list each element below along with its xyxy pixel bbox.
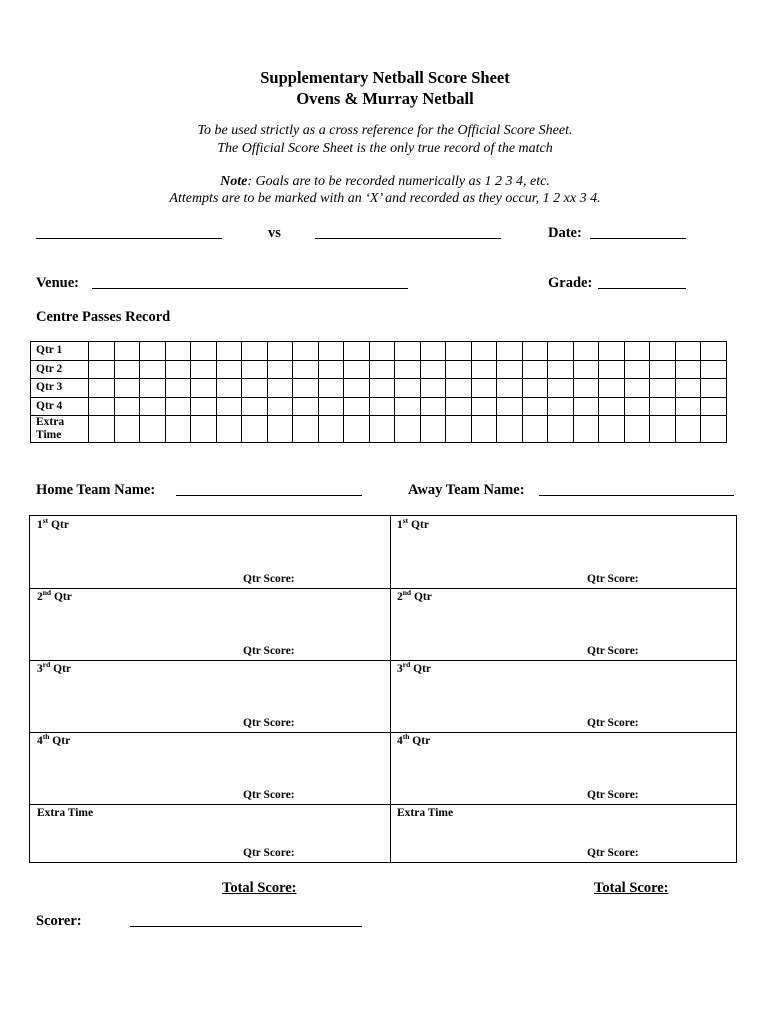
centre-pass-cell[interactable] xyxy=(701,416,727,443)
centre-pass-cell[interactable] xyxy=(548,397,574,416)
quarter-score-grid xyxy=(29,515,737,863)
quarter-word: Qtr xyxy=(48,519,69,531)
quarter-number: 4 xyxy=(37,735,43,747)
centre-pass-cell[interactable] xyxy=(242,360,268,379)
centre-pass-cell[interactable] xyxy=(624,342,650,361)
quarter-label xyxy=(397,516,429,531)
qtr-score-label: Qtr Score: xyxy=(587,645,639,657)
centre-pass-cell[interactable] xyxy=(446,397,472,416)
centre-pass-cell[interactable] xyxy=(140,397,166,416)
centre-passes-grid xyxy=(30,341,727,443)
centre-pass-cell[interactable] xyxy=(140,416,166,443)
centre-pass-cell[interactable] xyxy=(267,342,293,361)
centre-pass-cell[interactable] xyxy=(140,342,166,361)
centre-pass-cell[interactable] xyxy=(573,416,599,443)
centre-pass-cell[interactable] xyxy=(114,379,140,398)
centre-pass-cell[interactable] xyxy=(140,360,166,379)
centre-pass-cell[interactable] xyxy=(701,397,727,416)
centre-pass-cell[interactable] xyxy=(89,397,115,416)
centre-pass-cell[interactable] xyxy=(675,416,701,443)
centre-pass-cell[interactable] xyxy=(599,342,625,361)
centre-pass-row xyxy=(31,342,727,361)
centre-pass-row-label: Qtr 1 xyxy=(31,342,89,361)
centre-pass-cell[interactable] xyxy=(650,342,676,361)
centre-pass-cell[interactable] xyxy=(267,397,293,416)
quarter-word: Qtr xyxy=(410,663,432,675)
quarter-label xyxy=(397,588,432,603)
grade-label: Grade: xyxy=(548,275,593,291)
qtr-score-label: Qtr Score: xyxy=(587,789,639,801)
centre-pass-cell[interactable] xyxy=(89,360,115,379)
centre-pass-cell[interactable] xyxy=(344,360,370,379)
centre-pass-cell[interactable] xyxy=(497,397,523,416)
quarter-label xyxy=(37,588,72,603)
qtr-score-label: Qtr Score: xyxy=(587,717,639,729)
quarter-label: Extra Time xyxy=(37,807,94,819)
centre-pass-cell[interactable] xyxy=(420,342,446,361)
home-quarter-box[interactable] xyxy=(30,804,390,862)
centre-pass-cell[interactable] xyxy=(701,360,727,379)
centre-pass-cell[interactable] xyxy=(446,416,472,443)
scorer-field[interactable] xyxy=(130,926,362,927)
centre-pass-cell[interactable] xyxy=(318,379,344,398)
centre-pass-cell[interactable] xyxy=(114,360,140,379)
away-quarter-box[interactable] xyxy=(390,588,736,660)
quarter-label xyxy=(37,732,71,747)
quarter-number: 3 xyxy=(397,663,403,675)
centre-pass-cell[interactable] xyxy=(114,416,140,443)
centre-pass-cell[interactable] xyxy=(522,379,548,398)
centre-pass-cell[interactable] xyxy=(191,416,217,443)
centre-pass-cell[interactable] xyxy=(522,360,548,379)
home-quarter-box[interactable] xyxy=(30,516,390,588)
qtr-score-label: Qtr Score: xyxy=(243,645,295,657)
centre-pass-cell[interactable] xyxy=(216,379,242,398)
note-line-1 xyxy=(0,174,770,190)
centre-pass-cell[interactable] xyxy=(650,416,676,443)
team-a-field[interactable] xyxy=(36,238,222,239)
centre-pass-cell[interactable] xyxy=(471,342,497,361)
quarter-number: 1 xyxy=(37,519,43,531)
centre-pass-cell[interactable] xyxy=(191,360,217,379)
centre-pass-cell[interactable] xyxy=(471,379,497,398)
qtr-score-label: Qtr Score: xyxy=(587,847,639,859)
centre-pass-cell[interactable] xyxy=(344,342,370,361)
away-quarter-box[interactable] xyxy=(390,516,736,588)
quarter-word: Qtr xyxy=(409,735,431,747)
centre-pass-cell[interactable] xyxy=(701,342,727,361)
centre-pass-cell[interactable] xyxy=(497,342,523,361)
centre-pass-cell[interactable] xyxy=(293,397,319,416)
centre-pass-cell[interactable] xyxy=(165,397,191,416)
home-total-score-label: Total Score: xyxy=(222,880,297,896)
qtr-score-label: Qtr Score: xyxy=(243,573,295,585)
note-label: Note xyxy=(220,174,248,189)
quarter-number: 1 xyxy=(397,519,403,531)
quarter-word: Qtr xyxy=(51,591,72,603)
centre-pass-cell[interactable] xyxy=(293,416,319,443)
away-quarter-box[interactable] xyxy=(390,660,736,732)
centre-pass-cell[interactable] xyxy=(344,416,370,443)
centre-pass-cell[interactable] xyxy=(165,416,191,443)
quarter-number: 2 xyxy=(397,591,403,603)
centre-pass-cell[interactable] xyxy=(369,397,395,416)
centre-pass-cell[interactable] xyxy=(624,360,650,379)
centre-pass-cell[interactable] xyxy=(599,397,625,416)
centre-pass-cell[interactable] xyxy=(395,416,421,443)
quarter-ordinal-suffix: st xyxy=(42,516,49,526)
centre-pass-cell[interactable] xyxy=(395,360,421,379)
centre-pass-cell[interactable] xyxy=(573,360,599,379)
centre-pass-cell[interactable] xyxy=(497,379,523,398)
centre-pass-cell[interactable] xyxy=(471,397,497,416)
centre-pass-cell[interactable] xyxy=(650,379,676,398)
quarter-word: Qtr xyxy=(50,663,72,675)
centre-pass-cell[interactable] xyxy=(114,342,140,361)
centre-pass-cell[interactable] xyxy=(318,342,344,361)
centre-pass-cell[interactable] xyxy=(650,397,676,416)
centre-pass-cell[interactable] xyxy=(344,397,370,416)
centre-pass-cell[interactable] xyxy=(293,360,319,379)
venue-field[interactable] xyxy=(92,288,408,289)
quarter-word: Qtr xyxy=(408,519,429,531)
scorer-label: Scorer: xyxy=(36,913,82,929)
centre-pass-cell[interactable] xyxy=(267,379,293,398)
centre-pass-cell[interactable] xyxy=(89,342,115,361)
centre-pass-cell[interactable] xyxy=(89,416,115,443)
away-team-field[interactable] xyxy=(539,495,734,496)
centre-pass-cell[interactable] xyxy=(599,360,625,379)
centre-pass-cell[interactable] xyxy=(420,397,446,416)
quarter-ordinal-suffix: rd xyxy=(42,660,51,670)
quarter-word: Qtr xyxy=(411,591,432,603)
centre-pass-cell[interactable] xyxy=(675,379,701,398)
centre-pass-cell[interactable] xyxy=(675,342,701,361)
centre-pass-cell[interactable] xyxy=(599,416,625,443)
centre-pass-cell[interactable] xyxy=(624,397,650,416)
centre-pass-row xyxy=(31,416,727,443)
centre-pass-row-label: Qtr 4 xyxy=(31,397,89,416)
centre-pass-cell[interactable] xyxy=(191,397,217,416)
centre-pass-cell[interactable] xyxy=(446,360,472,379)
centre-pass-cell[interactable] xyxy=(624,416,650,443)
centre-pass-cell[interactable] xyxy=(267,416,293,443)
centre-pass-cell[interactable] xyxy=(701,379,727,398)
centre-pass-cell[interactable] xyxy=(242,342,268,361)
centre-pass-cell[interactable] xyxy=(522,416,548,443)
centre-pass-cell[interactable] xyxy=(675,360,701,379)
centre-pass-row-label: Qtr 3 xyxy=(31,379,89,398)
centre-pass-cell[interactable] xyxy=(650,360,676,379)
centre-pass-cell[interactable] xyxy=(267,360,293,379)
date-label: Date: xyxy=(548,225,582,241)
centre-pass-cell[interactable] xyxy=(191,379,217,398)
quarter-ordinal-suffix: nd xyxy=(402,588,412,598)
centre-pass-cell[interactable] xyxy=(548,360,574,379)
centre-pass-cell[interactable] xyxy=(369,360,395,379)
centre-pass-cell[interactable] xyxy=(140,379,166,398)
centre-pass-row-label: Extra Time xyxy=(31,416,89,443)
centre-pass-cell[interactable] xyxy=(548,416,574,443)
centre-pass-row xyxy=(31,379,727,398)
quarter-number: 2 xyxy=(37,591,43,603)
qtr-score-label: Qtr Score: xyxy=(243,717,295,729)
home-quarter-box[interactable] xyxy=(30,732,390,804)
centre-pass-cell[interactable] xyxy=(165,342,191,361)
centre-pass-cell[interactable] xyxy=(624,379,650,398)
centre-pass-cell[interactable] xyxy=(573,342,599,361)
centre-pass-cell[interactable] xyxy=(216,342,242,361)
centre-pass-cell[interactable] xyxy=(165,360,191,379)
quarter-label xyxy=(397,660,432,675)
note-line-2: Attempts are to be marked with an ‘X’ and recorded as they occur, 1 2 xx 3 4. xyxy=(169,191,601,206)
quarter-label: Extra Time xyxy=(397,807,454,819)
centre-pass-cell[interactable] xyxy=(548,379,574,398)
sheet-title: Supplementary Netball Score Sheet xyxy=(260,68,510,87)
centre-pass-cell[interactable] xyxy=(191,342,217,361)
qtr-score-label: Qtr Score: xyxy=(243,789,295,801)
centre-pass-cell[interactable] xyxy=(369,342,395,361)
centre-pass-row-label: Qtr 2 xyxy=(31,360,89,379)
quarter-ordinal-suffix: st xyxy=(402,516,409,526)
home-quarter-box[interactable] xyxy=(30,588,390,660)
home-team-label: Home Team Name: xyxy=(36,482,156,498)
team-b-field[interactable] xyxy=(315,238,501,239)
quarter-label xyxy=(397,732,431,747)
centre-pass-cell[interactable] xyxy=(446,379,472,398)
centre-pass-cell[interactable] xyxy=(420,360,446,379)
quarter-label xyxy=(37,660,72,675)
centre-pass-cell[interactable] xyxy=(165,379,191,398)
home-quarter-box[interactable] xyxy=(30,660,390,732)
venue-label: Venue: xyxy=(36,275,79,291)
centre-pass-cell[interactable] xyxy=(675,397,701,416)
centre-pass-cell[interactable] xyxy=(420,416,446,443)
centre-pass-cell[interactable] xyxy=(548,342,574,361)
quarter-label xyxy=(37,516,69,531)
centre-pass-cell[interactable] xyxy=(318,397,344,416)
centre-pass-row xyxy=(31,360,727,379)
instruction-line-1: To be used strictly as a cross reference for the Official Score Sheet. xyxy=(197,123,573,138)
centre-pass-cell[interactable] xyxy=(471,416,497,443)
centre-pass-cell[interactable] xyxy=(293,379,319,398)
centre-pass-cell[interactable] xyxy=(497,360,523,379)
centre-pass-cell[interactable] xyxy=(293,342,319,361)
centre-pass-cell[interactable] xyxy=(395,379,421,398)
centre-pass-cell[interactable] xyxy=(89,379,115,398)
centre-pass-cell[interactable] xyxy=(216,416,242,443)
centre-pass-cell[interactable] xyxy=(395,397,421,416)
centre-pass-cell[interactable] xyxy=(216,360,242,379)
centre-pass-cell[interactable] xyxy=(573,397,599,416)
association-title: Ovens & Murray Netball xyxy=(296,89,474,108)
centre-pass-cell[interactable] xyxy=(522,342,548,361)
note-text: : Goals are to be recorded numerically as 1 2 3 4, etc. xyxy=(247,174,550,189)
centre-pass-cell[interactable] xyxy=(395,342,421,361)
away-total-score-label: Total Score: xyxy=(594,880,669,896)
quarter-ordinal-suffix: th xyxy=(42,732,50,742)
centre-pass-cell[interactable] xyxy=(242,416,268,443)
centre-pass-row xyxy=(31,397,727,416)
centre-pass-cell[interactable] xyxy=(318,416,344,443)
centre-pass-cell[interactable] xyxy=(497,416,523,443)
centre-pass-cell[interactable] xyxy=(242,379,268,398)
vs-label: vs xyxy=(268,225,281,241)
centre-pass-cell[interactable] xyxy=(471,360,497,379)
centre-pass-cell[interactable] xyxy=(344,379,370,398)
qtr-score-label: Qtr Score: xyxy=(243,847,295,859)
away-quarter-box[interactable] xyxy=(390,732,736,804)
instruction-line-2: The Official Score Sheet is the only true record of the match xyxy=(217,141,553,156)
quarter-number: 3 xyxy=(37,663,43,675)
centre-pass-cell[interactable] xyxy=(599,379,625,398)
quarter-ordinal-suffix: th xyxy=(402,732,410,742)
centre-pass-cell[interactable] xyxy=(573,379,599,398)
qtr-score-label: Qtr Score: xyxy=(587,573,639,585)
date-field[interactable] xyxy=(590,238,686,239)
quarter-number: 4 xyxy=(397,735,403,747)
home-team-field[interactable] xyxy=(176,495,362,496)
grade-field[interactable] xyxy=(598,288,686,289)
away-team-label: Away Team Name: xyxy=(408,482,525,498)
centre-pass-cell[interactable] xyxy=(242,397,268,416)
quarter-word: Qtr xyxy=(49,735,71,747)
centre-pass-cell[interactable] xyxy=(522,397,548,416)
quarter-ordinal-suffix: nd xyxy=(42,588,52,598)
away-quarter-box[interactable] xyxy=(390,804,736,862)
quarter-ordinal-suffix: rd xyxy=(402,660,411,670)
centre-pass-cell[interactable] xyxy=(114,397,140,416)
centre-pass-cell[interactable] xyxy=(446,342,472,361)
centre-pass-cell[interactable] xyxy=(369,416,395,443)
centre-passes-title: Centre Passes Record xyxy=(36,309,171,325)
centre-pass-cell[interactable] xyxy=(318,360,344,379)
centre-pass-cell[interactable] xyxy=(420,379,446,398)
centre-pass-cell[interactable] xyxy=(369,379,395,398)
centre-pass-cell[interactable] xyxy=(216,397,242,416)
